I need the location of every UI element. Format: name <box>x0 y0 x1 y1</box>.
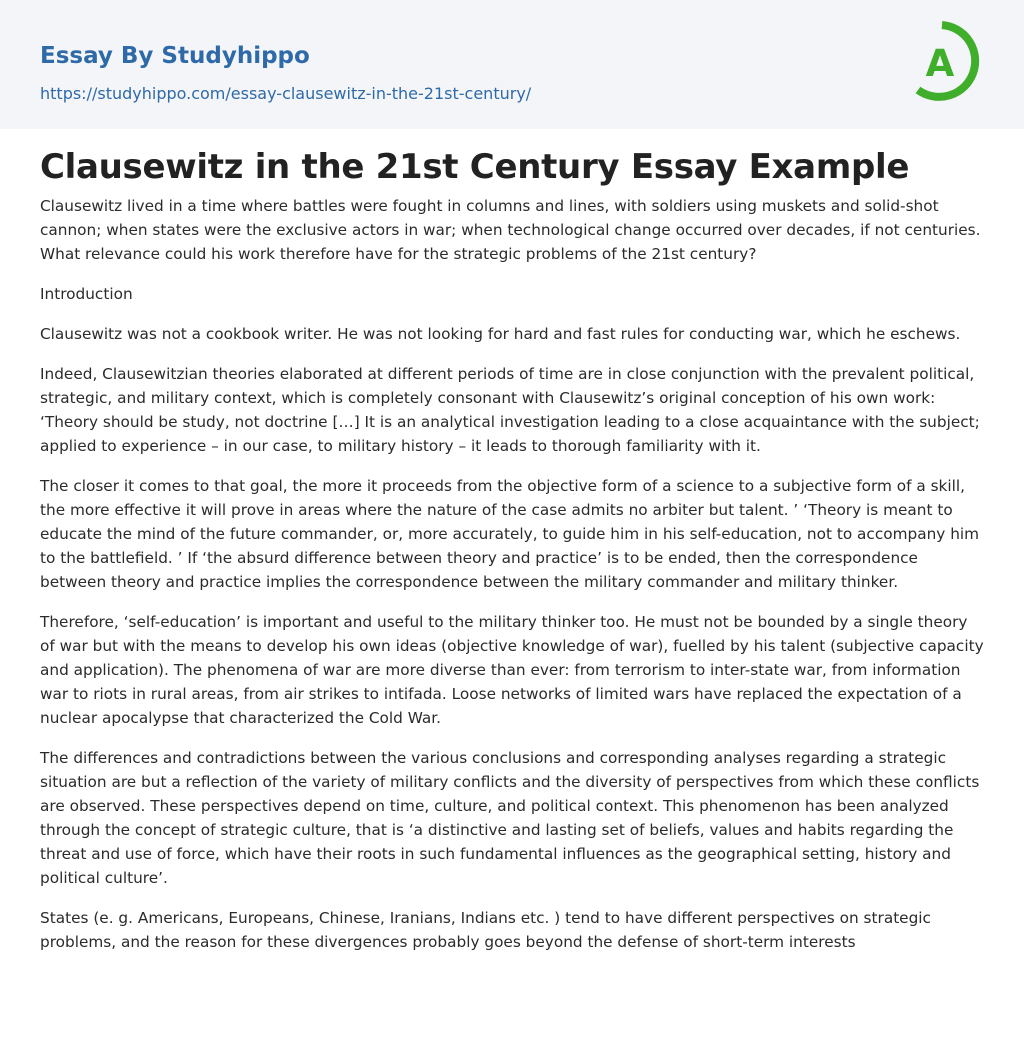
article-paragraph: Indeed, Clausewitzian theories elaborated at different periods of time are in close conjunction with the prevalent political, strategic, and military context, which is completely consonant with Clausewitz’s original conception of his own work: ‘Theory should be study, not doctrine […] It is an analytical investigation leading to a close acquaintance with the subject; applied to experience – in our case, to military history – it leads to thorough familiarity with it. <box>40 365 980 455</box>
article-paragraph: Clausewitz lived in a time where battles were fought in columns and lines, with soldiers using muskets and solid-shot cannon; when states were the exclusive actors in war; when technological change occurred over decades, if not centuries. What relevance could his work therefore have for the strategic problems of the 21st century? <box>40 197 981 263</box>
article-paragraph: The closer it comes to that goal, the more it proceeds from the objective form of a science to a subjective form of a skill, the more effective it will prove in areas where the nature of the case admits no arbiter but talent. ’ ‘Theory is meant to educate the mind of the future commander, or, more accurately, to guide him in his self-education, not to accompany him to the battlefield. ’ If ‘the absurd difference between theory and practice’ is to be ended, then the correspondence between theory and practice implies the correspondence between the military commander and military thinker. <box>40 477 980 591</box>
article-paragraph: States (e. g. Americans, Europeans, Chinese, Iranians, Indians etc. ) tend to have different perspectives on strategic problems, and the reason for these divergences probably goes beyond the defense of short-term interests <box>40 909 931 951</box>
logo-letter: A <box>925 42 955 85</box>
article-paragraph: Therefore, ‘self-education’ is important and useful to the military thinker too. He must not be bounded by a single theory of war but with the means to develop his own ideas (objective knowledge of war), fuelled by his talent (subjective capacity and application). The phenomena of war are more diverse than ever: from terrorism to inter-state war, from information war to riots in rural areas, from air strikes to intifada. Loose networks of limited wars have replaced the expectation of a nuclear apocalypse that characterized the Cold War. <box>40 613 984 727</box>
section-heading-introduction: Introduction <box>40 285 133 303</box>
article-paragraph: Clausewitz was not a cookbook writer. He was not looking for hard and fast rules for conducting war, which he eschews. <box>40 325 961 343</box>
studyhippo-logo-icon[interactable] <box>912 18 988 106</box>
article-paragraph: The differences and contradictions between the various conclusions and corresponding analyses regarding a strategic situation are but a reflection of the variety of military conflicts and the diversity of perspectives from which these conflicts are observed. These perspectives depend on time, culture, and political context. This phenomenon has been analyzed through the concept of strategic culture, that is ‘a distinctive and lasting set of beliefs, values and habits regarding the threat and use of force, which have their roots in such fundamental influences as the geographical setting, history and political culture’. <box>40 749 980 887</box>
site-header <box>0 0 1024 129</box>
site-brand[interactable]: Essay By Studyhippo <box>40 43 310 69</box>
article <box>40 142 984 970</box>
article-url-link[interactable]: https://studyhippo.com/essay-clausewitz-in-the-21st-century/ <box>40 84 532 103</box>
page-title: Clausewitz in the 21st Century Essay Example <box>40 147 910 187</box>
